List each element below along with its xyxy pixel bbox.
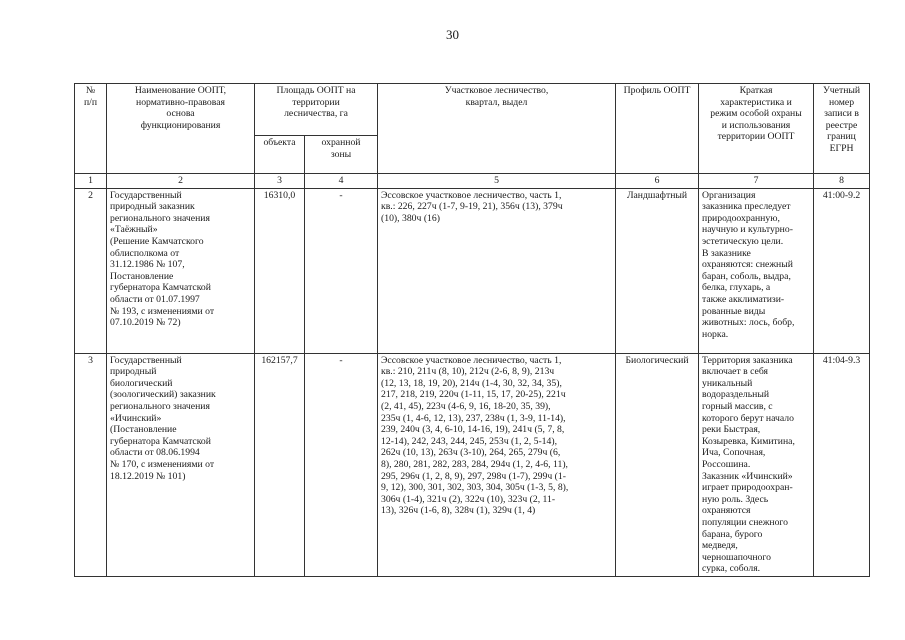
text-line: Эссовское участковое лесничество, часть 1, — [381, 189, 562, 201]
area-profile: Биологический — [616, 353, 699, 576]
text-line: объекта — [263, 137, 296, 148]
column-number: 2 — [107, 174, 255, 189]
column-number: 1 — [75, 174, 107, 189]
text-line: записи в — [824, 108, 859, 120]
text-line: «Таёжный» — [110, 224, 158, 236]
text-line: 9, 12), 300, 301, 302, 303, 304, 305ч (1-3, 5, 8), — [381, 482, 569, 494]
text-line: 217, 218, 219, 220ч (1-11, 15, 17, 20-25), 221ч — [381, 389, 566, 401]
text-line: которого берут начало — [702, 412, 794, 424]
text-line: квартал, выдел — [465, 96, 528, 108]
text-line: № 193, с изменениями от — [110, 305, 215, 317]
text-line: черношапочного — [702, 551, 771, 563]
text-line: области от 08.06.1994 — [110, 447, 200, 459]
area-description — [699, 188, 814, 353]
row-number: 2 — [75, 188, 107, 353]
text-line: белка, глухарь, а — [702, 282, 771, 294]
text-line: медведя, — [702, 540, 738, 552]
text-line: Наименование ООПТ, — [134, 85, 227, 96]
text-line: охраняются — [702, 505, 751, 517]
header-area-object — [255, 136, 305, 174]
text-line: баран, соболь, выдра, — [702, 270, 791, 282]
text-line: 31.12.1986 № 107, — [110, 259, 185, 271]
text-line: биологический — [110, 377, 173, 389]
text-line: водораздельный — [702, 389, 770, 401]
text-line: природный — [110, 366, 157, 378]
column-number: 5 — [378, 174, 616, 189]
text-line: играет природоохран- — [702, 482, 793, 494]
text-line: научную и культурно- — [702, 224, 793, 236]
text-line: кв.: 210, 211ч (8, 10), 212ч (2-6, 8, 9), 213ч — [381, 366, 555, 378]
text-line: 235ч (1, 4-6, 12, 13), 237, 238ч (1, 3-9, 11-14), — [381, 412, 566, 424]
text-line: Ича, Сопочная, — [702, 447, 766, 459]
table-row — [75, 188, 870, 353]
text-line: ную роль. Здесь — [702, 493, 769, 505]
protected-areas-table — [74, 83, 870, 577]
text-line: номер — [828, 96, 855, 108]
text-line: охранной — [321, 137, 361, 148]
text-line: реестре — [825, 119, 858, 131]
text-line: территории ООПТ — [717, 131, 795, 143]
text-line: популяции снежного — [702, 516, 788, 528]
text-line: лесничества, га — [284, 108, 348, 120]
column-number: 4 — [305, 174, 378, 189]
text-line: Заказник «Ичинский» — [702, 470, 793, 482]
text-line: границ — [827, 131, 856, 143]
text-line: Территория заказника — [702, 354, 793, 366]
text-line: природоохранную, — [702, 212, 780, 224]
header-forestry — [378, 84, 616, 174]
text-line: животных: лось, бобр, — [702, 317, 795, 329]
page-number: 30 — [446, 27, 459, 42]
text-line: 18.12.2019 № 101) — [110, 470, 186, 482]
text-line: Площадь ООПТ на — [276, 85, 356, 96]
text-line: (Решение Камчатского — [110, 235, 204, 247]
text-line: губернатора Камчатской — [110, 282, 211, 294]
forestry-quarters — [378, 353, 616, 576]
column-number: 8 — [814, 174, 870, 189]
text-line: реки Быстрая, — [702, 424, 761, 436]
text-line: природный заказник — [110, 201, 195, 213]
text-line: и использования — [721, 119, 791, 131]
text-line: Россошина. — [702, 458, 751, 470]
text-line: норка. — [702, 328, 729, 340]
text-line: 07.10.2019 № 72) — [110, 317, 181, 329]
header-registry — [814, 84, 870, 174]
registry-number: 41:04-9.3 — [814, 353, 870, 576]
text-line: (2, 41, 45), 223ч (4-6, 9, 16, 18-20, 35, 39), — [381, 400, 551, 412]
row-number: 3 — [75, 353, 107, 576]
header-row — [75, 84, 870, 136]
text-line: 12-14), 242, 243, 244, 245, 253ч (1, 2, 5-14), — [381, 435, 558, 447]
column-numbers-row — [75, 174, 870, 189]
text-line: рованные виды — [702, 305, 766, 317]
text-line: заказника преследует — [702, 201, 791, 213]
text-line: Эссовское участковое лесничество, часть 1, — [381, 354, 562, 366]
text-line: 13), 326ч (1-6, 8), 328ч (1), 329ч (1, 4) — [381, 505, 536, 517]
area-description — [699, 353, 814, 576]
column-number: 3 — [255, 174, 305, 189]
text-line: 295, 296ч (1, 2, 8, 9), 297, 298ч (1-7), 299ч (1- — [381, 470, 566, 482]
text-line: эстетическую цели. — [702, 235, 784, 247]
registry-number: 41:00-9.2 — [814, 188, 870, 353]
text-line: регионального значения — [110, 400, 210, 412]
text-line: режим особой охраны — [710, 108, 802, 120]
text-line: Государственный — [110, 354, 182, 366]
text-line: основа — [166, 108, 195, 120]
header-name — [107, 84, 255, 174]
text-line: В заказнике — [702, 247, 751, 259]
text-line: уникальный — [702, 377, 753, 389]
text-line: зоны — [330, 148, 352, 160]
text-line: Козыревка, Кимитина, — [702, 435, 795, 447]
area-name — [107, 188, 255, 353]
text-line: № — [85, 85, 96, 96]
text-line: сурка, соболя. — [702, 563, 761, 575]
area-zone: - — [305, 188, 378, 353]
text-line: характеристика и — [720, 96, 792, 108]
area-object: 162157,7 — [255, 353, 305, 576]
text-line: Участковое лесничество, — [444, 85, 549, 96]
area-name — [107, 353, 255, 576]
text-line: охраняются: снежный — [702, 259, 793, 271]
text-line: 8), 280, 281, 282, 283, 284, 294ч (1, 2, 4-6, 11), — [381, 458, 568, 470]
text-line: функционирования — [140, 119, 221, 131]
text-line: (Постановление — [110, 424, 177, 436]
text-line: территории — [292, 96, 340, 108]
text-line: барана, бурого — [702, 528, 763, 540]
text-line: п/п — [83, 96, 98, 108]
text-line: облисполкома от — [110, 247, 180, 259]
text-line: нормативно-правовая — [136, 96, 225, 108]
text-line: Профиль ООПТ — [623, 85, 691, 96]
text-line: Государственный — [110, 189, 182, 201]
header-area-zone — [305, 136, 378, 174]
area-object: 16310,0 — [255, 188, 305, 353]
table-row — [75, 353, 870, 576]
text-line: регионального значения — [110, 212, 210, 224]
text-line: 239, 240ч (3, 4, 6-10, 14-16, 19), 241ч (5, 7, 8, — [381, 424, 565, 436]
text-line: ЕГРН — [829, 142, 854, 154]
header-area — [255, 84, 378, 136]
text-line: 262ч (10, 13), 263ч (3-10), 264, 265, 279ч (6, — [381, 447, 561, 459]
text-line: включает в себя — [702, 366, 768, 378]
text-line: (10), 380ч (16) — [381, 212, 440, 224]
header-num — [75, 84, 107, 174]
area-zone: - — [305, 353, 378, 576]
text-line: 306ч (1-4), 321ч (2), 322ч (10), 323ч (2, 11- — [381, 493, 556, 505]
text-line: Учетный — [822, 85, 861, 96]
area-profile: Ландшафтный — [616, 188, 699, 353]
column-number: 7 — [699, 174, 814, 189]
text-line: (зоологический) заказник — [110, 389, 216, 401]
text-line: Постановление — [110, 270, 174, 282]
text-line: № 170, с изменениями от — [110, 458, 215, 470]
column-number: 6 — [616, 174, 699, 189]
text-line: Краткая — [739, 85, 773, 96]
header-profile — [616, 84, 699, 174]
text-line: (12, 13, 18, 19, 20), 214ч (1-4, 30, 32, 34, 35), — [381, 377, 562, 389]
text-line: также акклиматизи- — [702, 293, 785, 305]
text-line: области от 01.07.1997 — [110, 293, 200, 305]
header-description — [699, 84, 814, 174]
text-line: кв.: 226, 227ч (1-7, 9-19, 21), 356ч (13), 379ч — [381, 201, 563, 213]
text-line: губернатора Камчатской — [110, 435, 211, 447]
forestry-quarters — [378, 188, 616, 353]
text-line: горный массив, с — [702, 400, 773, 412]
text-line: «Ичинский» — [110, 412, 162, 424]
text-line: Организация — [702, 189, 756, 201]
